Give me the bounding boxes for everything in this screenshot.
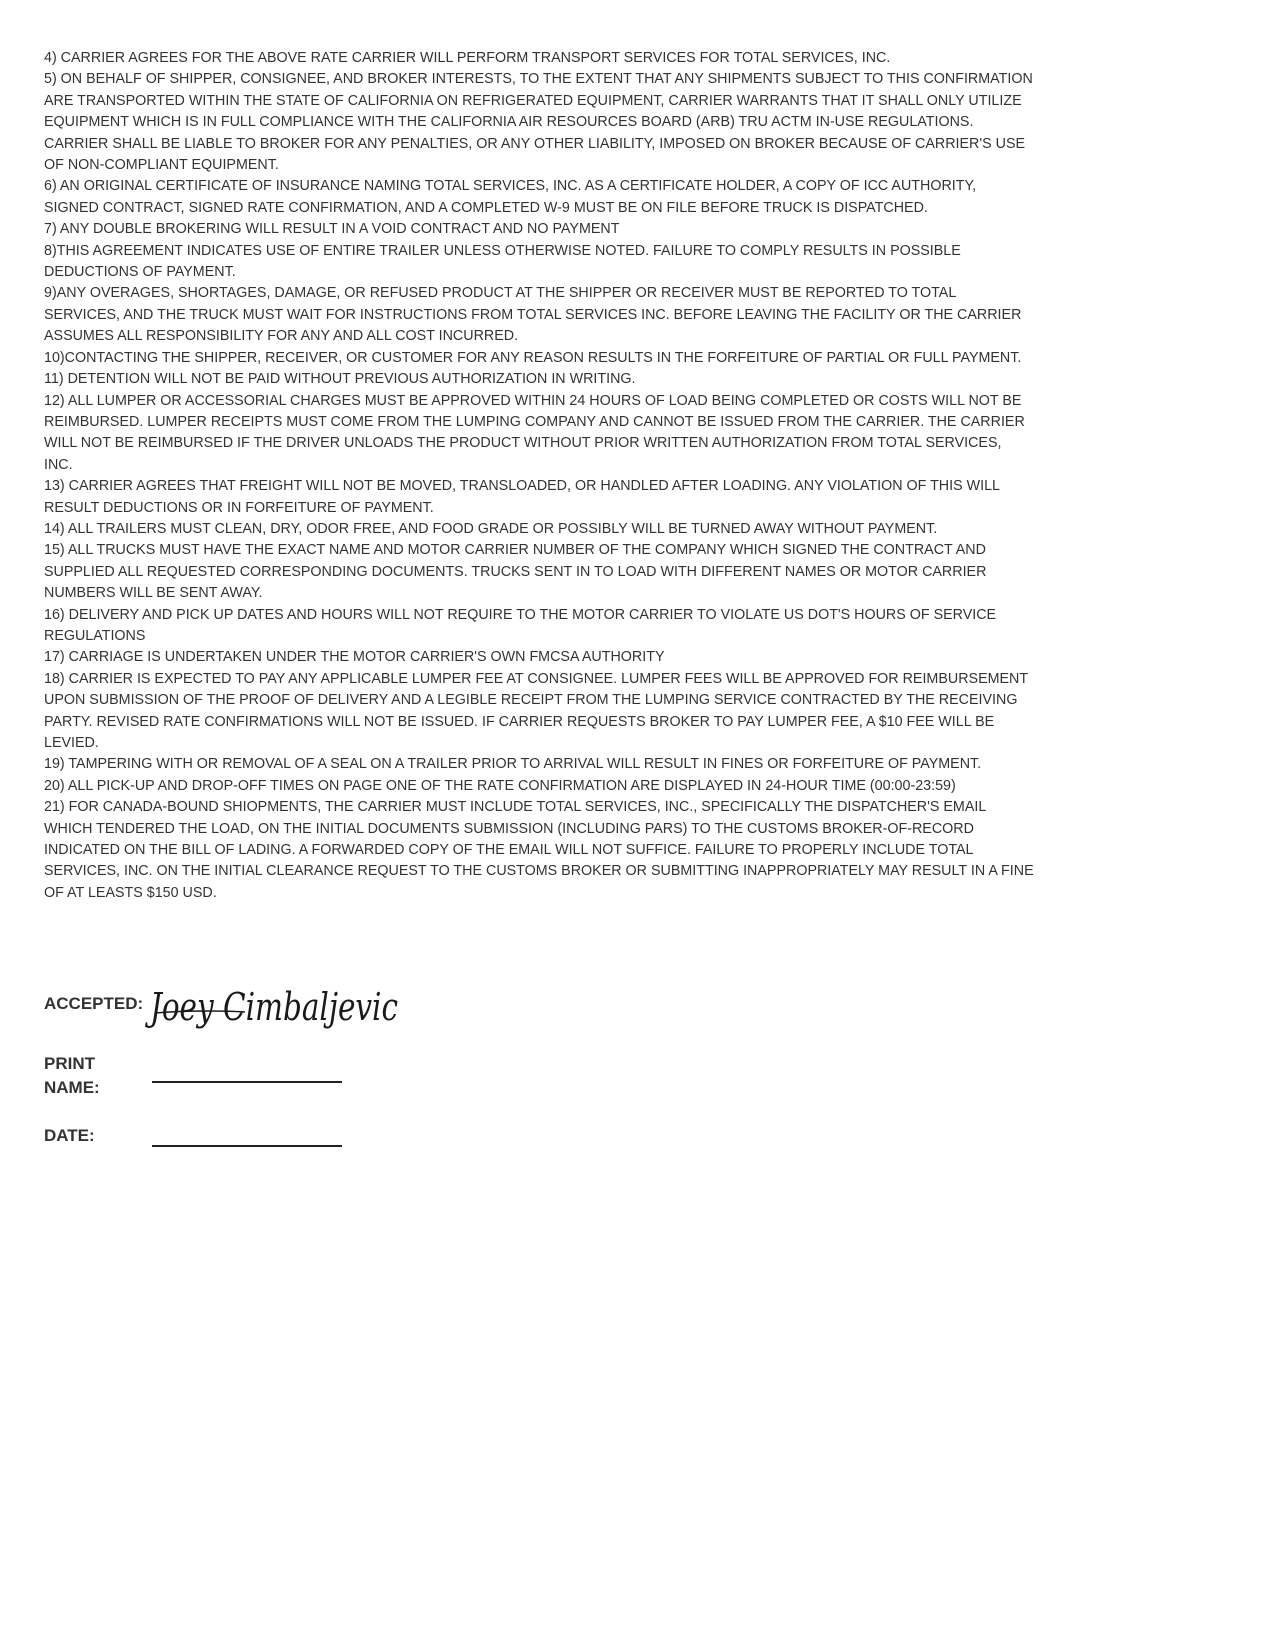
- term-14: 14) ALL TRAILERS MUST CLEAN, DRY, ODOR FREE, AND FOOD GRADE OR POSSIBLY WILL BE TURNED AWAY WITHOUT PAYMENT.: [44, 520, 938, 537]
- term-5: 5) ON BEHALF OF SHIPPER, CONSIGNEE, AND BROKER INTERESTS, TO THE EXTENT THAT ANY SHIPMENTS SUBJECT TO THIS CONFIRMATION ARE TRANSPORTED WITHIN THE STATE OF CALIFORNIA ON REFRIGERATED EQUIPMENT, CARRIER WARRANTS THAT IT SHALL ONLY UTILIZE EQUIPMENT WHICH IS IN FULL COMPLIANCE WITH THE CALIFORNIA AIR RESOURCES BOARD (ARB) TRU ACTM IN-USE REGULATIONS. CARRIER SHALL BE LIABLE TO BROKER FOR ANY PENALTIES, OR ANY OTHER LIABILITY, IMPOSED ON BROKER BECAUSE OF CARRIER'S USE OF NON-COMPLIANT EQUIPMENT.: [44, 71, 1033, 174]
- term-15: 15) ALL TRUCKS MUST HAVE THE EXACT NAME AND MOTOR CARRIER NUMBER OF THE COMPANY WHICH SIGNED THE CONTRACT AND SUPPLIED ALL REQUESTED CORRESPONDING DOCUMENTS. TRUCKS SENT IN TO LOAD WITH DIFFERENT NAMES OR MOTOR CARRIER NUMBERS WILL BE SENT AWAY.: [44, 542, 987, 602]
- date-label: DATE:: [44, 1126, 95, 1145]
- signature-text: Joey Cimbaljevic: [144, 985, 398, 1029]
- handwritten-signature: [144, 980, 410, 1040]
- term-4: 4) CARRIER AGREES FOR THE ABOVE RATE CARRIER WILL PERFORM TRANSPORT SERVICES FOR TOTAL SERVICES, INC.: [44, 50, 891, 66]
- date-line: [152, 1145, 342, 1147]
- term-12: 12) ALL LUMPER OR ACCESSORIAL CHARGES MUST BE APPROVED WITHIN 24 HOURS OF LOAD BEING COMPLETED OR COSTS WILL NOT BE REIMBURSED. LUMPER RECEIPTS MUST COME FROM THE LUMPING COMPANY AND CANNOT BE ISSUED FROM THE CARRIER. THE CARRIER WILL NOT BE REIMBURSED IF THE DRIVER UNLOADS THE PRODUCT WITHOUT PRIOR WRITTEN AUTHORIZATION FROM TOTAL SERVICES, INC.: [44, 392, 1025, 473]
- term-9: 9)ANY OVERAGES, SHORTAGES, DAMAGE, OR REFUSED PRODUCT AT THE SHIPPER OR RECEIVER MUST BE REPORTED TO TOTAL SERVICES, AND THE TRUCK MUST WAIT FOR INSTRUCTIONS FROM TOTAL SERVICES INC. BEFORE LEAVING THE FACILITY OR THE CARRIER ASSUMES ALL RESPONSIBILITY FOR ANY AND ALL COST INCURRED.: [44, 285, 1022, 345]
- term-16: 16) DELIVERY AND PICK UP DATES AND HOURS WILL NOT REQUIRE TO THE MOTOR CARRIER TO VIOLATE US DOT'S HOURS OF SERVICE REGULATIONS: [44, 606, 997, 644]
- term-8: 8)THIS AGREEMENT INDICATES USE OF ENTIRE TRAILER UNLESS OTHERWISE NOTED. FAILURE TO COMPLY RESULTS IN POSSIBLE DEDUCTIONS OF PAYMENT.: [44, 242, 961, 281]
- term-7: 7) ANY DOUBLE BROKERING WILL RESULT IN A VOID CONTRACT AND NO PAYMENT: [44, 221, 620, 238]
- term-18: 18) CARRIER IS EXPECTED TO PAY ANY APPLICABLE LUMPER FEE AT CONSIGNEE. LUMPER FEES WILL BE APPROVED FOR REIMBURSEMENT UPON SUBMISSION OF THE PROOF OF DELIVERY AND A LEGIBLE RECEIPT FROM THE LUMPING SERVICE CONTRACTED BY THE RECEIVING PARTY. REVISED RATE CONFIRMATIONS WILL NOT BE ISSUED. IF CARRIER REQUESTS BROKER TO PAY LUMPER FEE, A $10 FEE WILL BE LEVIED.: [44, 670, 1028, 751]
- term-17: 17) CARRIAGE IS UNDERTAKEN UNDER THE MOTOR CARRIER'S OWN FMCSA AUTHORITY: [44, 649, 665, 666]
- print-name-label: PRINT NAME:: [44, 1054, 100, 1097]
- print-name-line: [152, 1081, 342, 1083]
- term-11: 11) DETENTION WILL NOT BE PAID WITHOUT PREVIOUS AUTHORIZATION IN WRITING.: [44, 371, 636, 388]
- term-19: 19) TAMPERING WITH OR REMOVAL OF A SEAL ON A TRAILER PRIOR TO ARRIVAL WILL RESULT IN FINES OR FORFEITURE OF PAYMENT.: [44, 756, 982, 773]
- term-21: 21) FOR CANADA-BOUND SHIOPMENTS, THE CARRIER MUST INCLUDE TOTAL SERVICES, INC., SPECIFICALLY THE DISPATCHER'S EMAIL WHICH TENDERED THE LOAD, ON THE INITIAL DOCUMENTS SUBMISSION (INCLUDING PARS) TO THE CUSTOMS BROKER-OF-RECORD INDICATED ON THE BILL OF LADING. A FORWARDED COPY OF THE EMAIL WILL NOT SUFFICE. FAILURE TO PROPERLY INCLUDE TOTAL SERVICES, INC. ON THE INITIAL CLEARANCE REQUEST TO THE CUSTOMS BROKER OR SUBMITTING INAPPROPRIATELY MAY RESULT IN A FINE OF AT LEASTS $150 USD.: [44, 799, 1034, 901]
- term-10: 10)CONTACTING THE SHIPPER, RECEIVER, OR CUSTOMER FOR ANY REASON RESULTS IN THE FORFEITURE OF PARTIAL OR FULL PAYMENT.: [44, 349, 1022, 366]
- term-20: 20) ALL PICK-UP AND DROP-OFF TIMES ON PAGE ONE OF THE RATE CONFIRMATION ARE DISPLAYED IN 24-HOUR TIME (00:00-23:59): [44, 777, 956, 794]
- term-6: 6) AN ORIGINAL CERTIFICATE OF INSURANCE NAMING TOTAL SERVICES, INC. AS A CERTIFICATE HOLDER, A COPY OF ICC AUTHORITY, SIGNED CONTRACT, SIGNED RATE CONFIRMATION, AND A COMPLETED W-9 MUST BE ON FILE BEFORE TRUCK IS DISPATCHED.: [44, 178, 977, 216]
- accepted-label: ACCEPTED:: [44, 994, 144, 1013]
- term-13: 13) CARRIER AGREES THAT FREIGHT WILL NOT BE MOVED, TRANSLOADED, OR HANDLED AFTER LOADING. ANY VIOLATION OF THIS WILL RESULT DEDUCTIONS OR IN FORFEITURE OF PAYMENT.: [44, 478, 1000, 516]
- terms-list: [44, 48, 1034, 904]
